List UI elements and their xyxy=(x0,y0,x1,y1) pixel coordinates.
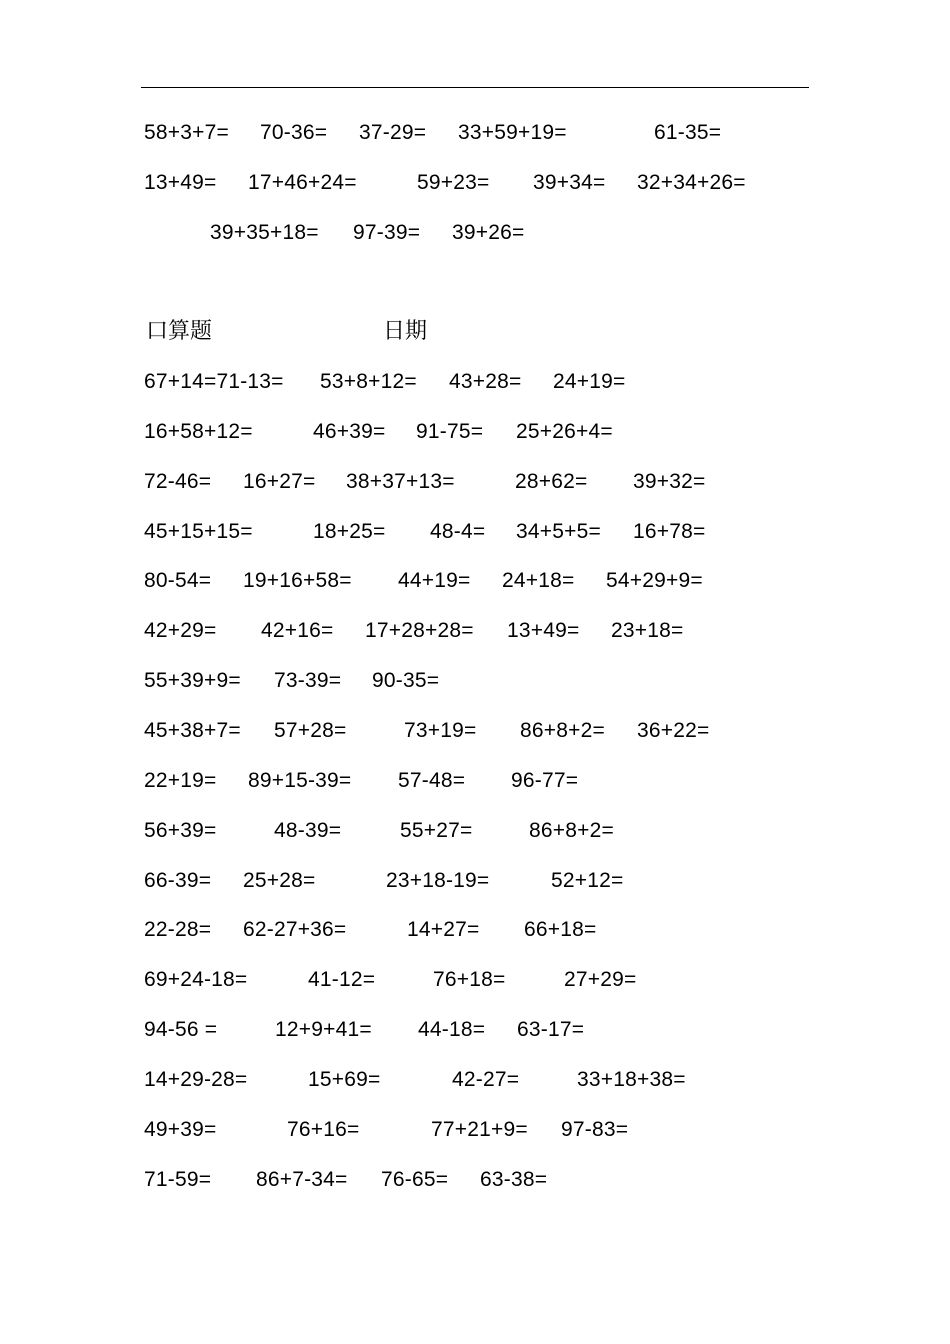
arithmetic-problem: 23+18= xyxy=(611,619,684,642)
arithmetic-problem: 37-29= xyxy=(359,121,427,144)
arithmetic-problem: 52+12= xyxy=(551,869,624,892)
arithmetic-problem: 90-35= xyxy=(372,669,440,692)
arithmetic-problem: 63-17= xyxy=(517,1018,585,1041)
arithmetic-problem: 44+19= xyxy=(398,569,471,592)
arithmetic-problem: 42-27= xyxy=(452,1068,520,1091)
arithmetic-problem: 34+5+5= xyxy=(516,520,601,543)
arithmetic-problem: 48-4= xyxy=(430,520,486,543)
problem-row xyxy=(0,367,950,397)
arithmetic-problem: 39+26= xyxy=(452,221,525,244)
arithmetic-problem: 22-28= xyxy=(144,918,212,941)
problem-row xyxy=(0,1165,950,1195)
problem-row xyxy=(0,666,950,696)
arithmetic-problem: 46+39= xyxy=(313,420,386,443)
arithmetic-problem: 48-39= xyxy=(274,819,342,842)
arithmetic-problem: 14+27= xyxy=(407,918,480,941)
problem-row xyxy=(0,766,950,796)
arithmetic-problem: 44-18= xyxy=(418,1018,486,1041)
arithmetic-problem: 32+34+26= xyxy=(637,171,746,194)
problem-row xyxy=(0,467,950,497)
arithmetic-problem: 86+7-34= xyxy=(256,1168,348,1191)
arithmetic-problem: 17+28+28= xyxy=(365,619,474,642)
arithmetic-problem: 76+18= xyxy=(433,968,506,991)
problem-row xyxy=(0,1065,950,1095)
arithmetic-problem: 91-75= xyxy=(416,420,484,443)
arithmetic-problem: 28+62= xyxy=(515,470,588,493)
worksheet-heading xyxy=(0,317,950,347)
arithmetic-problem: 36+22= xyxy=(637,719,710,742)
arithmetic-problem: 24+18= xyxy=(502,569,575,592)
arithmetic-problem: 67+14=71-13= xyxy=(144,370,284,393)
arithmetic-problem: 27+29= xyxy=(564,968,637,991)
arithmetic-problem: 23+18-19= xyxy=(386,869,490,892)
arithmetic-problem: 76-65= xyxy=(381,1168,449,1191)
arithmetic-problem: 42+29= xyxy=(144,619,217,642)
arithmetic-problem: 66+18= xyxy=(524,918,597,941)
arithmetic-problem: 14+29-28= xyxy=(144,1068,248,1091)
arithmetic-problem: 45+38+7= xyxy=(144,719,241,742)
arithmetic-problem: 39+35+18= xyxy=(210,221,319,244)
arithmetic-problem: 97-83= xyxy=(561,1118,629,1141)
problem-row xyxy=(0,566,950,596)
arithmetic-problem: 15+69= xyxy=(308,1068,381,1091)
arithmetic-problem: 25+28= xyxy=(243,869,316,892)
arithmetic-problem: 96-77= xyxy=(511,769,579,792)
arithmetic-problem: 71-59= xyxy=(144,1168,212,1191)
problem-row xyxy=(0,168,950,198)
arithmetic-problem: 33+59+19= xyxy=(458,121,567,144)
arithmetic-problem: 57-48= xyxy=(398,769,466,792)
arithmetic-problem: 73-39= xyxy=(274,669,342,692)
arithmetic-problem: 49+39= xyxy=(144,1118,217,1141)
arithmetic-problem: 72-46= xyxy=(144,470,212,493)
arithmetic-problem: 55+27= xyxy=(400,819,473,842)
arithmetic-problem: 33+18+38= xyxy=(577,1068,686,1091)
header-rule xyxy=(141,87,809,88)
arithmetic-problem: 16+78= xyxy=(633,520,706,543)
arithmetic-problem: 16+27= xyxy=(243,470,316,493)
arithmetic-problem: 69+24-18= xyxy=(144,968,248,991)
problem-row xyxy=(0,965,950,995)
arithmetic-problem: 80-54= xyxy=(144,569,212,592)
arithmetic-problem: 58+3+7= xyxy=(144,121,229,144)
problem-row xyxy=(0,517,950,547)
problem-row xyxy=(0,616,950,646)
worksheet-title: 口算题 xyxy=(146,319,213,344)
problem-row xyxy=(0,218,950,248)
arithmetic-problem: 13+49= xyxy=(144,171,217,194)
arithmetic-problem: 38+37+13= xyxy=(346,470,455,493)
arithmetic-problem: 22+19= xyxy=(144,769,217,792)
arithmetic-problem: 39+32= xyxy=(633,470,706,493)
arithmetic-problem: 45+15+15= xyxy=(144,520,253,543)
arithmetic-problem: 94-56 = xyxy=(144,1018,218,1041)
arithmetic-problem: 63-38= xyxy=(480,1168,548,1191)
arithmetic-problem: 66-39= xyxy=(144,869,212,892)
arithmetic-problem: 73+19= xyxy=(404,719,477,742)
arithmetic-problem: 54+29+9= xyxy=(606,569,703,592)
date-label: 日期 xyxy=(383,319,428,344)
arithmetic-problem: 59+23= xyxy=(417,171,490,194)
problem-row xyxy=(0,1115,950,1145)
arithmetic-problem: 41-12= xyxy=(308,968,376,991)
arithmetic-problem: 97-39= xyxy=(353,221,421,244)
problem-row xyxy=(0,816,950,846)
arithmetic-problem: 57+28= xyxy=(274,719,347,742)
problem-row xyxy=(0,118,950,148)
arithmetic-problem: 77+21+9= xyxy=(431,1118,528,1141)
problem-row xyxy=(0,417,950,447)
arithmetic-problem: 86+8+2= xyxy=(520,719,605,742)
arithmetic-problem: 61-35= xyxy=(654,121,722,144)
arithmetic-problem: 13+49= xyxy=(507,619,580,642)
problem-row xyxy=(0,1015,950,1045)
arithmetic-problem: 39+34= xyxy=(533,171,606,194)
arithmetic-problem: 24+19= xyxy=(553,370,626,393)
arithmetic-problem: 18+25= xyxy=(313,520,386,543)
arithmetic-problem: 16+58+12= xyxy=(144,420,253,443)
problem-row xyxy=(0,716,950,746)
arithmetic-problem: 17+46+24= xyxy=(248,171,357,194)
arithmetic-problem: 86+8+2= xyxy=(529,819,614,842)
arithmetic-problem: 70-36= xyxy=(260,121,328,144)
arithmetic-problem: 19+16+58= xyxy=(243,569,352,592)
arithmetic-problem: 25+26+4= xyxy=(516,420,613,443)
arithmetic-problem: 62-27+36= xyxy=(243,918,347,941)
arithmetic-problem: 76+16= xyxy=(287,1118,360,1141)
problem-row xyxy=(0,866,950,896)
arithmetic-problem: 55+39+9= xyxy=(144,669,241,692)
problem-row xyxy=(0,915,950,945)
arithmetic-problem: 12+9+41= xyxy=(275,1018,372,1041)
arithmetic-problem: 42+16= xyxy=(261,619,334,642)
arithmetic-problem: 43+28= xyxy=(449,370,522,393)
arithmetic-problem: 56+39= xyxy=(144,819,217,842)
arithmetic-problem: 53+8+12= xyxy=(320,370,417,393)
arithmetic-problem: 89+15-39= xyxy=(248,769,352,792)
